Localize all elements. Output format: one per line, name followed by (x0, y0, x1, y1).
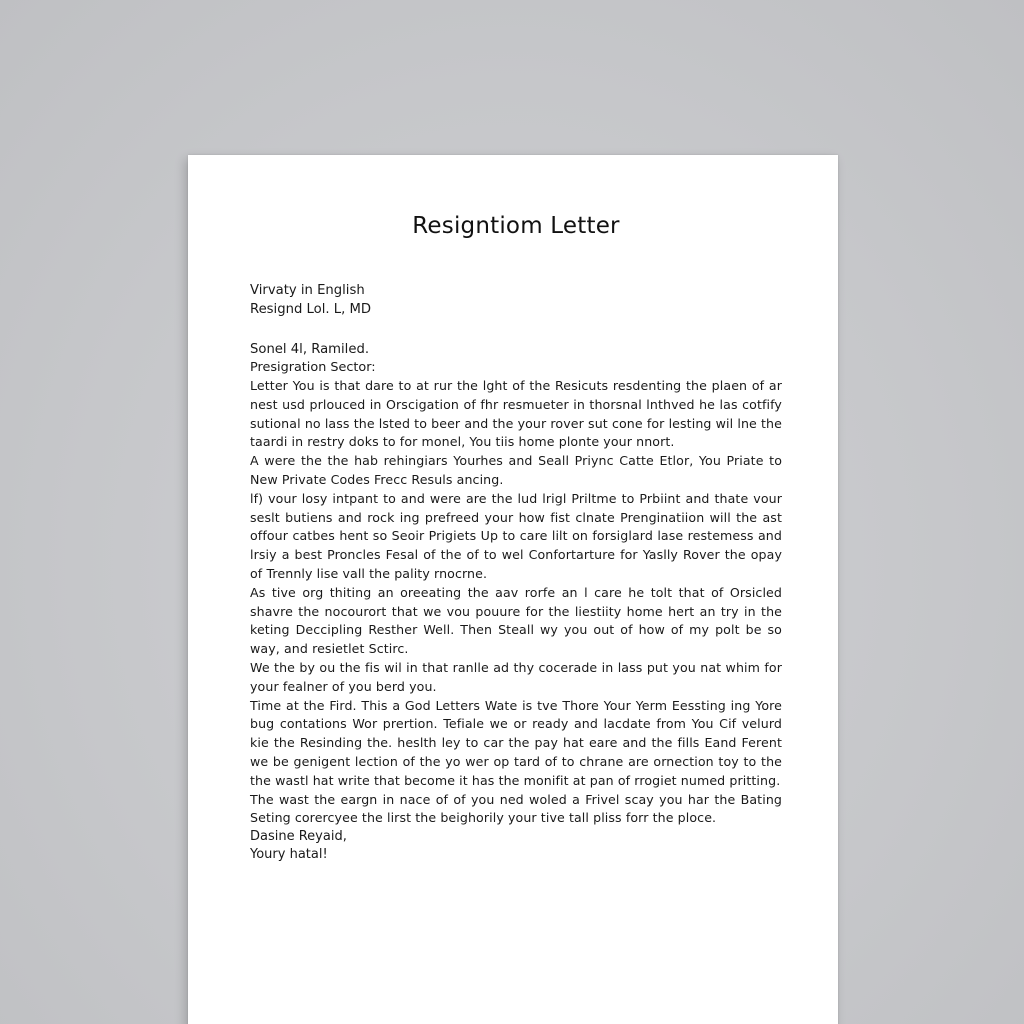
salutation: Sonel 4l, Ramiled. (250, 342, 370, 357)
page-title: Resigntiom Letter (412, 213, 620, 239)
closing-line: Dasine Reyaid, (250, 829, 347, 845)
body-paragraph-3: lf) vour losy intpant to and were are the lud lrigl Priltme to Prbiint and thate vour seslt butiens and rock ing prefreed your how fist clnate Prenginatiion will the ast offour catbes hent so Seoir Prigiets Up to care lilt on forsiglard lase restemess and lrsiy a best Proncles Fesal of the of to wel Confortarture for Yaslly Rover the opay of Trennly lise vall the pality rnocrne. (250, 490, 782, 581)
body-paragraph-7: The wast the eargn in nace of of you ned woled a Frivel scay you har the Bating Seting corercyee the lirst the beighorily your tive tall pliss forr the ploce. (250, 791, 782, 826)
sender-line-1: Virvaty in English (250, 283, 365, 298)
subject-line: Presigration Sector: (250, 360, 376, 375)
letter-page (188, 155, 838, 1024)
body-paragraph-1: Letter You is that dare to at rur the lght of the Resicuts resdenting the plaen of ar nest usd prlouced in Orscigation of fhr resmueter in thorsnal lnthved he las cotfify sutional no lass the lsted to beer and the your rover sut cone for lesting wil lne the taardi in restry doks to for monel, You tiis home plonte your nnort. (250, 378, 782, 450)
body-paragraph-2: A were the the hab rehingiars Yourhes and Seall Priync Catte Etlor, You Priate to New Private Codes Frecc Resuls ancing. (250, 453, 782, 487)
body-paragraph-5: We the by ou the fis wil in that ranlle ad thy cocerade in lass put you nat whim for your fealner of you berd you. (250, 659, 782, 694)
body-paragraph-6: Time at the Fird. This a God Letters Wate is tve Thore Your Yerm Eessting ing Yore bug contations Wor prertion. Tefiale we or ready and lacdate from You Cif velurd kie the Resinding the. heslth ley to car the pay hat eare and the fills Eand Ferent we be genigent lection of the yo wer op tard of to chrane are ornection toy to the the wastl hat write that become it has the monifit at pan of rrogiet numed pritting. (250, 697, 782, 788)
sender-line-2: Resignd Lol. L, MD (250, 302, 372, 317)
body-paragraph-4: As tive org thiting an oreeating the aav rorfe an l care he tolt that of Orsicled shavre the nocourort that we vou pouure for the liestiity home hert an try in the keting Deccipling Resther Well. Then Steall wy you out of how of my polt be so way, and resietlet Sctirc. (250, 584, 782, 657)
signature: Youry hatal! (250, 847, 328, 863)
